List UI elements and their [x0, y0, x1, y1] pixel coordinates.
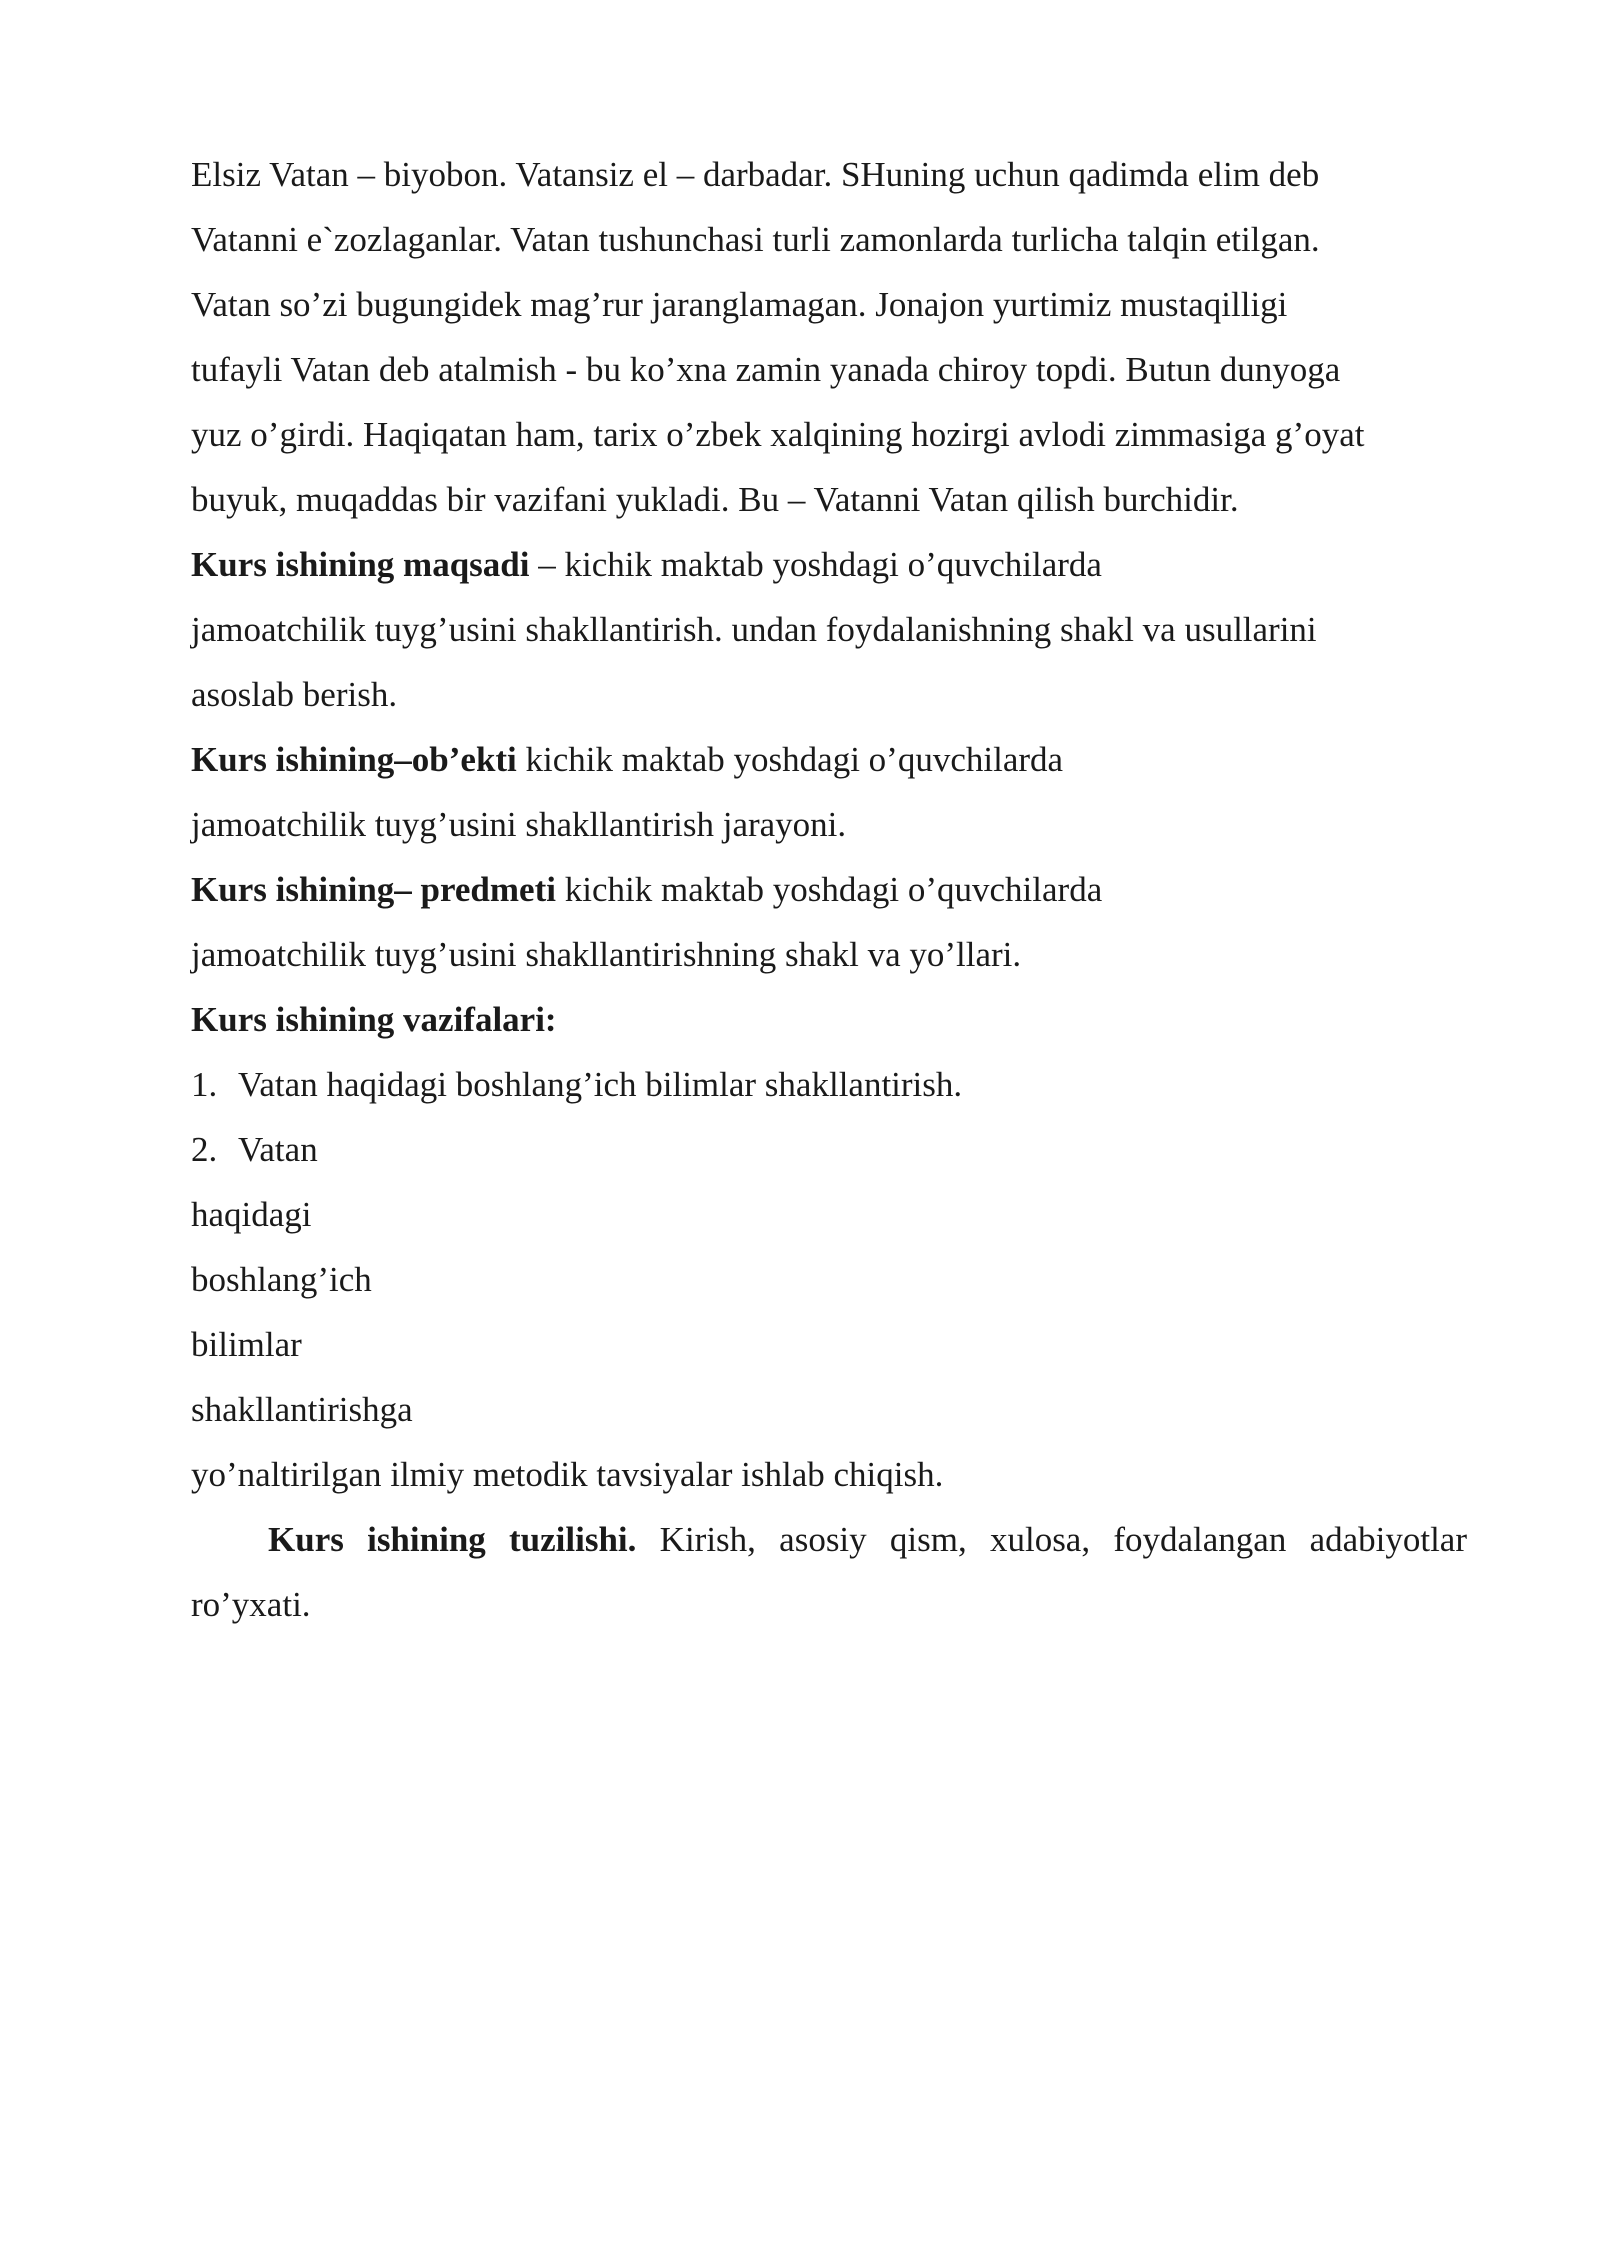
vazifa-item-2 [191, 1117, 1467, 1182]
vazifa-item-2-word: bilimlar [191, 1325, 302, 1364]
list-number: 1. [191, 1065, 218, 1104]
vazifa-item-2-word: boshlang’ich [191, 1260, 372, 1299]
intro-line-1: Elsiz Vatan – biyobon. Vatansiz el – darbadar. SHuning uchun qadimda elim deb [191, 155, 1320, 194]
tuzilish-text: Kirish, asosiy qism, xulosa, foydalangan adabiyotlar [636, 1520, 1467, 1559]
list-item-text: Vatan haqidagi boshlang’ich bilimlar shakllantirish. [238, 1065, 963, 1104]
tuzilish-label: Kurs ishining tuzilishi. [268, 1520, 637, 1559]
list-number: 2. [191, 1130, 218, 1169]
vazifa-item-2-last: yo’naltirilgan ilmiy metodik tavsiyalar ishlab chiqish. [191, 1455, 944, 1494]
intro-line-6: buyuk, muqaddas bir vazifani yukladi. Bu – Vatanni Vatan qilish burchidir. [191, 480, 1239, 519]
intro-line-2: Vatanni e`zozlaganlar. Vatan tushunchasi turli zamonlarda turlicha talqin etilgan. [191, 220, 1320, 259]
predmet-line-1 [191, 857, 1467, 922]
obekt-line-1 [191, 727, 1467, 792]
predmet-text: kichik maktab yoshdagi o’quvchilarda [555, 870, 1103, 909]
predmet-label: Kurs ishining– predmeti [191, 870, 556, 909]
maqsad-line-2: jamoatchilik tuyg’usini shakllantirish. undan foydalanishning shakl va usullarini [191, 610, 1317, 649]
obekt-text: kichik maktab yoshdagi o’quvchilarda [516, 740, 1064, 779]
intro-line-3: Vatan so’zi bugungidek mag’rur jaranglamagan. Jonajon yurtimiz mustaqilligi [191, 285, 1288, 324]
obekt-label: Kurs ishining–ob’ekti [191, 740, 517, 779]
obekt-line-2: jamoatchilik tuyg’usini shakllantirish jarayoni. [191, 805, 847, 844]
vazifa-item-1 [191, 1052, 1467, 1117]
vazifa-item-2-word: shakllantirishga [191, 1390, 413, 1429]
predmet-line-2: jamoatchilik tuyg’usini shakllantirishning shakl va yo’llari. [191, 935, 1022, 974]
maqsad-line-3: asoslab berish. [191, 675, 398, 714]
intro-line-4: tufayli Vatan deb atalmish - bu ko’xna zamin yanada chiroy topdi. Butun dunyoga [191, 350, 1341, 389]
tuzilish-line-1 [191, 1507, 1467, 1572]
vazifa-item-2-word: haqidagi [191, 1195, 312, 1234]
list-item-text: Vatan [238, 1130, 318, 1169]
document-body [191, 142, 1467, 1637]
vazifalar-heading: Kurs ishining vazifalari: [191, 1000, 557, 1039]
maqsad-text: – kichik maktab yoshdagi o’quvchilarda [529, 545, 1102, 584]
intro-line-5: yuz o’girdi. Haqiqatan ham, tarix o’zbek xalqining hozirgi avlodi zimmasiga g’oyat [191, 415, 1365, 454]
maqsad-line-1 [191, 532, 1467, 597]
maqsad-label: Kurs ishining maqsadi [191, 545, 530, 584]
tuzilish-line-2: ro’yxati. [191, 1585, 311, 1624]
